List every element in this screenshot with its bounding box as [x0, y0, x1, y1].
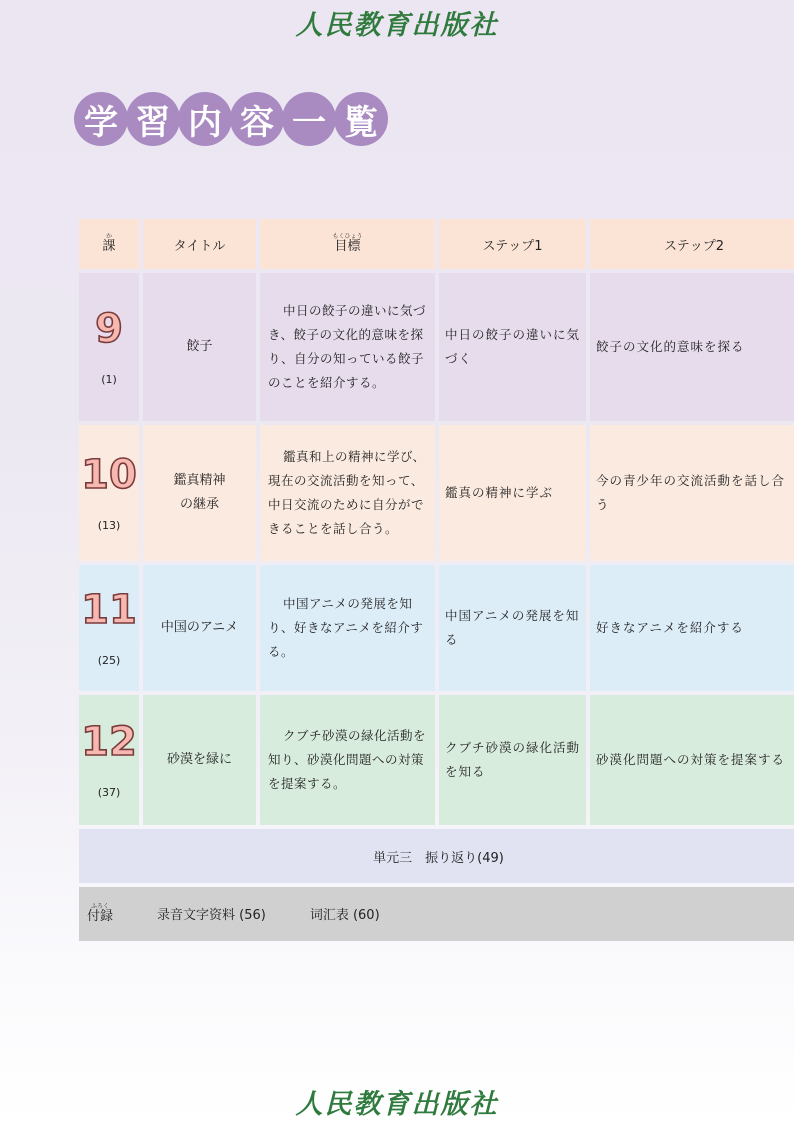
- appendix-item: 录音文字资料 (56): [157, 908, 266, 924]
- lesson-title: 砂漠を緑に: [143, 695, 256, 825]
- header-step1: ステップ1: [439, 219, 586, 269]
- lesson-goal: 中日の餃子の違いに気づき、餃子の文化的意味を探り、自分の知っている餃子のことを紹介する。: [260, 273, 435, 421]
- unit-review-row: [79, 829, 794, 883]
- table-row: [79, 273, 794, 421]
- lesson-goal: 中国アニメの発展を知り、好きなアニメを紹介する。: [260, 565, 435, 691]
- lesson-page: (25): [97, 653, 121, 667]
- table-row: [79, 695, 794, 825]
- header-step2: ステップ2: [590, 219, 794, 269]
- publisher-logo-top: 人民教育出版社: [295, 10, 499, 41]
- lesson-page: (37): [97, 785, 121, 799]
- appendix-item: 词汇表 (60): [309, 908, 380, 924]
- lesson-step1: 鑑真の精神に学ぶ: [439, 425, 586, 561]
- lesson-step2: 砂漠化問題への対策を提案する: [590, 695, 794, 825]
- lesson-goal: クブチ砂漠の緑化活動を知り、砂漠化問題への対策を提案する。: [260, 695, 435, 825]
- lesson-title: 鑑真精神の継承: [143, 425, 256, 561]
- lesson-goal: 鑑真和上の精神に学び、現在の交流活動を知って、中日交流のために自分ができることを話し合う。: [260, 425, 435, 561]
- title-char: 習: [126, 92, 180, 146]
- table-row: [79, 565, 794, 691]
- lesson-number: 10: [81, 451, 137, 498]
- table-header-row: [79, 219, 794, 269]
- title-char: 一: [282, 92, 336, 146]
- lesson-cell: [79, 425, 139, 561]
- lesson-number: 9: [95, 305, 123, 352]
- lesson-step2: 好きなアニメを紹介する: [590, 565, 794, 691]
- contents-table: [75, 215, 794, 945]
- lesson-page: (1): [101, 372, 117, 386]
- unit-review: 単元三 振り返り(49): [79, 829, 794, 883]
- lesson-title: 餃子: [143, 273, 256, 421]
- lesson-title: 中国のアニメ: [143, 565, 256, 691]
- title-char: 内: [178, 92, 232, 146]
- header-title: タイトル: [143, 219, 256, 269]
- lesson-step1: クブチ砂漠の緑化活動を知る: [439, 695, 586, 825]
- table-row: [79, 425, 794, 561]
- lesson-number: 12: [81, 718, 137, 765]
- title-char: 覧: [334, 92, 388, 146]
- lesson-cell: [79, 695, 139, 825]
- header-lesson: か 課: [79, 219, 139, 269]
- lesson-step2: 餃子の文化的意味を探る: [590, 273, 794, 421]
- appendix-cell: [79, 887, 794, 941]
- lesson-step1: 中日の餃子の違いに気づく: [439, 273, 586, 421]
- page-title: [74, 92, 386, 146]
- appendix-label: ふろく 付録: [87, 902, 114, 925]
- lesson-page: (13): [97, 518, 121, 532]
- title-char: 学: [74, 92, 128, 146]
- lesson-cell: [79, 565, 139, 691]
- header-goal: もくひょう 目標: [260, 219, 435, 269]
- lesson-cell: [79, 273, 139, 421]
- appendix-row: [79, 887, 794, 941]
- publisher-logo-bottom: 人民教育出版社: [295, 1089, 499, 1120]
- lesson-step2: 今の青少年の交流活動を話し合う: [590, 425, 794, 561]
- lesson-step1: 中国アニメの発展を知る: [439, 565, 586, 691]
- lesson-number: 11: [81, 586, 137, 633]
- title-char: 容: [230, 92, 284, 146]
